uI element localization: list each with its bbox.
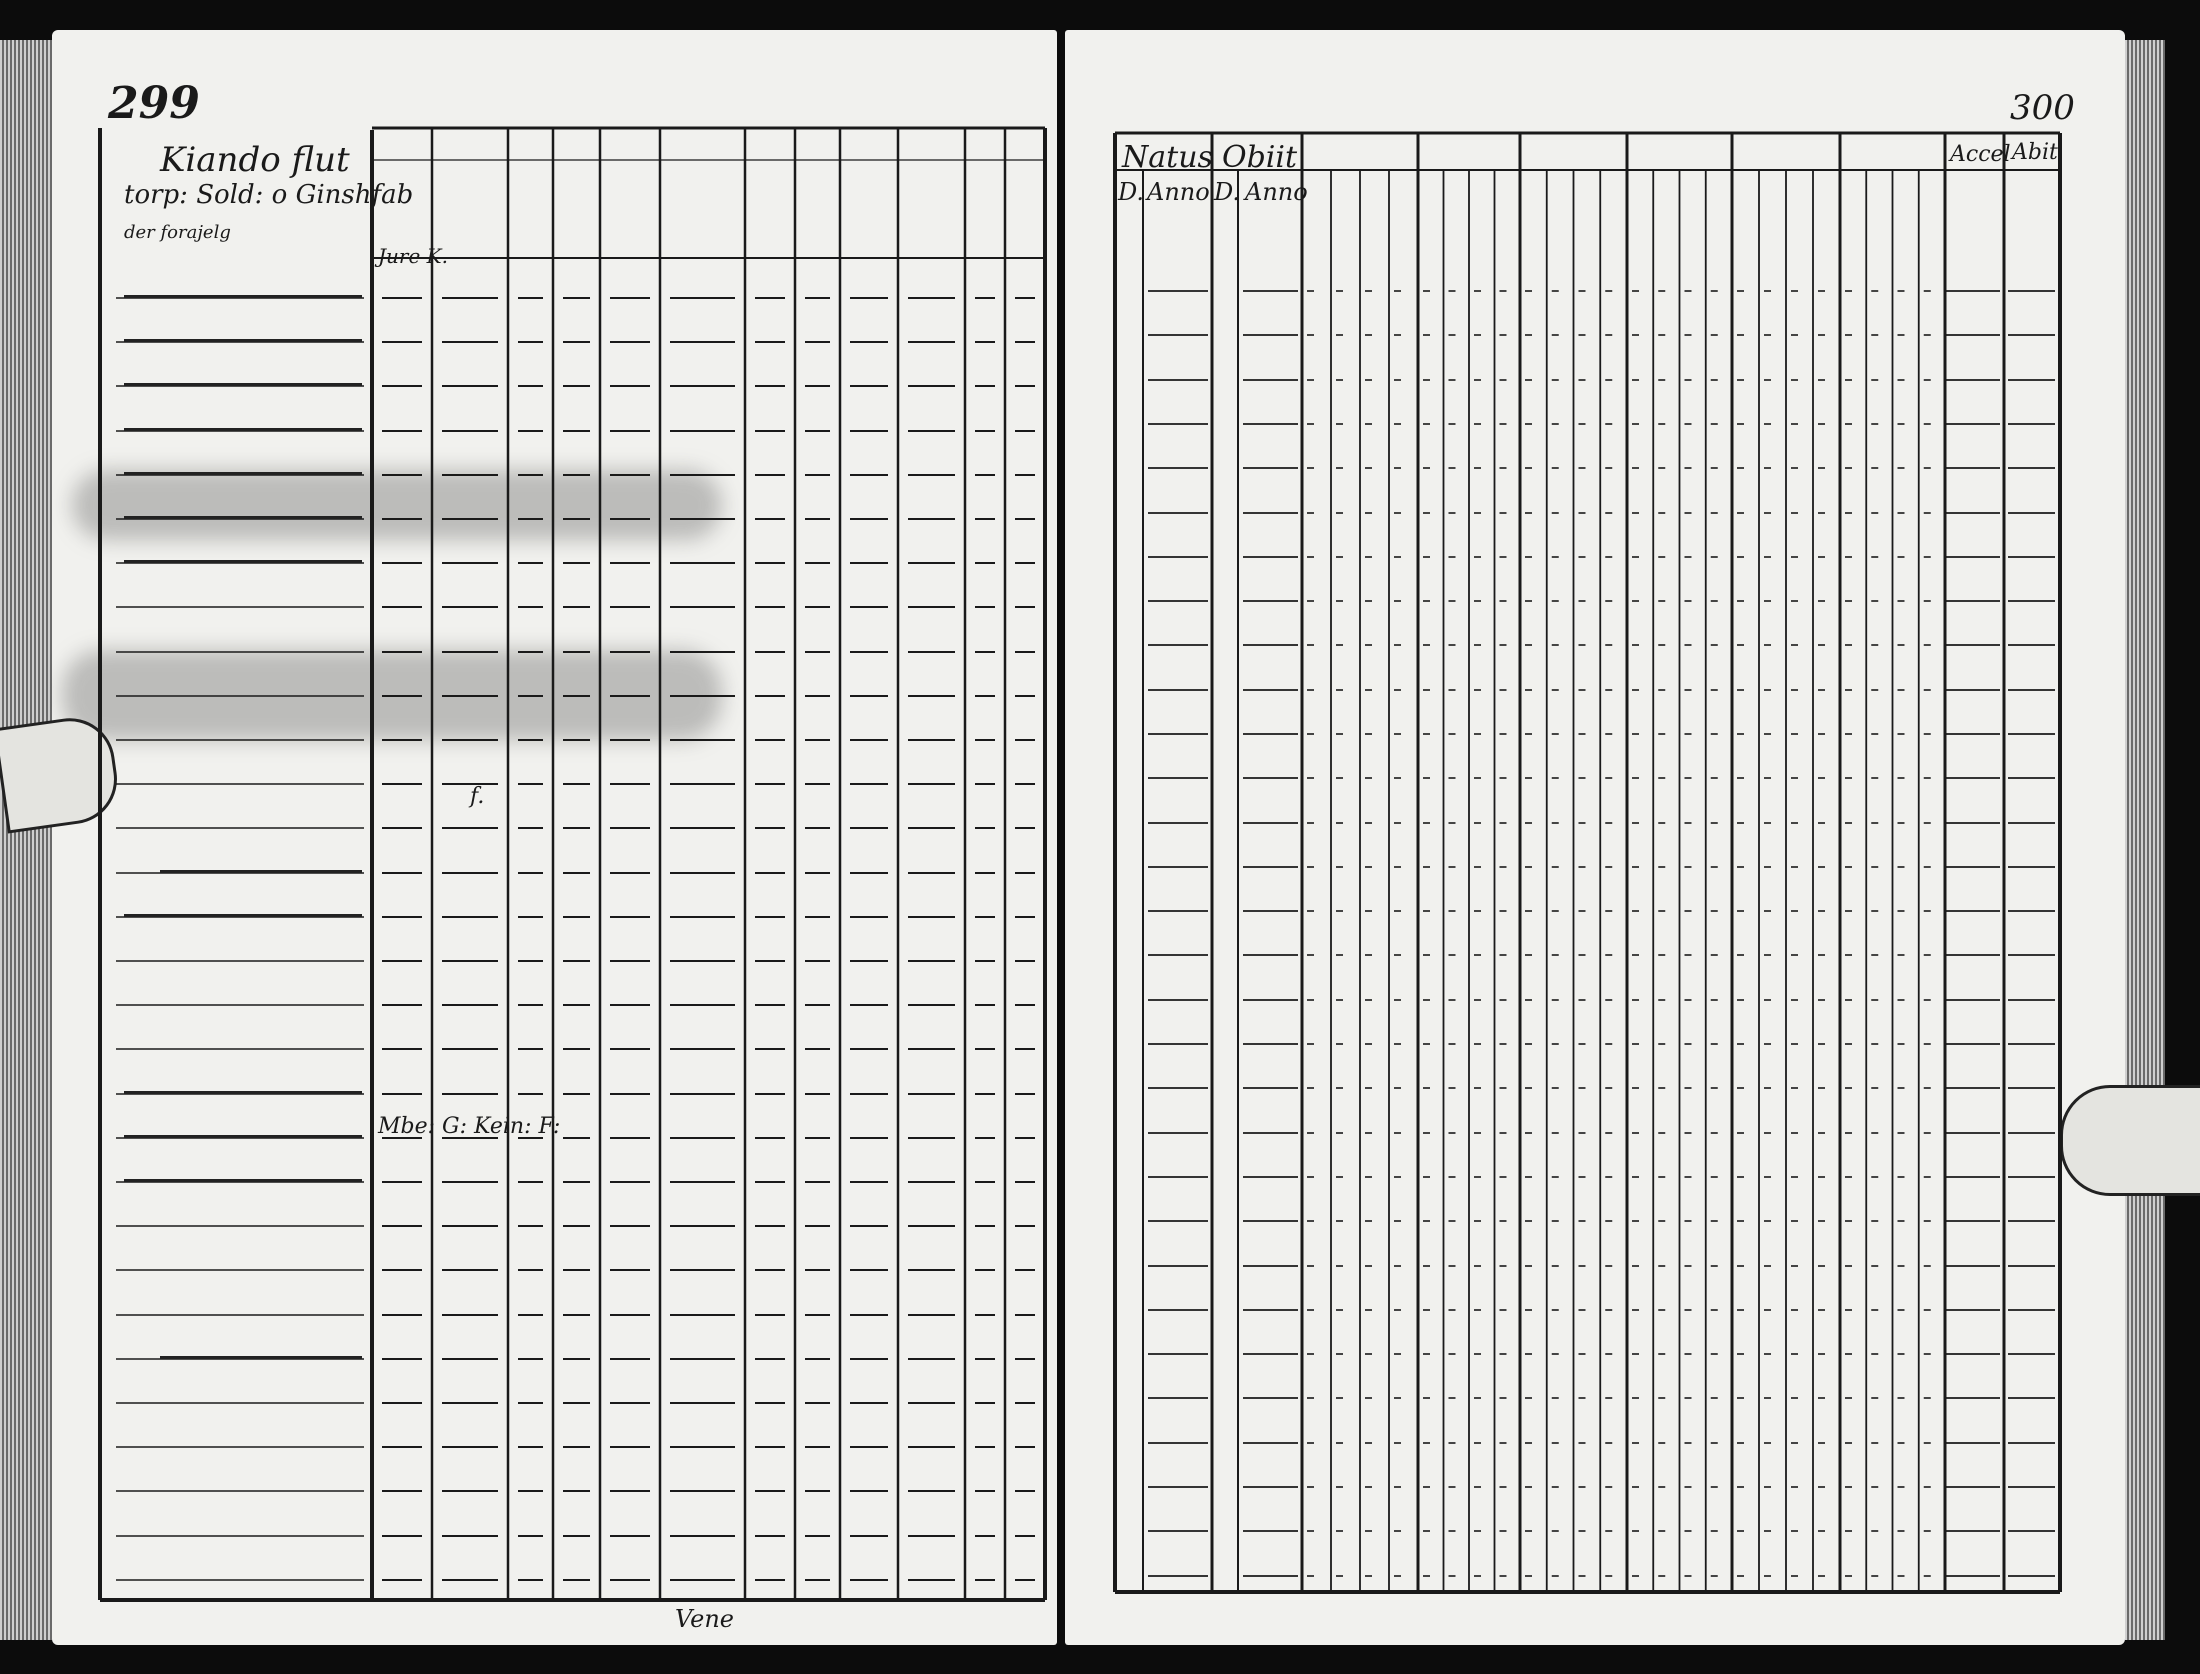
natus-day-header: D. — [1118, 178, 1145, 206]
natus-header: Natus — [1122, 140, 1213, 175]
name-underline — [124, 1091, 362, 1094]
name-underline — [124, 472, 362, 475]
name-underline — [124, 383, 362, 386]
natus-anno-header: Anno — [1147, 178, 1210, 206]
header-note: Jure K. — [378, 244, 448, 268]
folio-right: 300 — [2010, 88, 2075, 128]
row-note: f. — [470, 784, 485, 809]
name-underline — [124, 914, 362, 917]
heading-line-2: torp: Sold: o Ginshfab — [124, 180, 414, 210]
name-underline — [124, 428, 362, 431]
sold-note: Mbe: G: Kein: F: — [378, 1114, 561, 1139]
name-underline — [124, 1135, 362, 1138]
name-underline — [124, 516, 362, 519]
name-underline — [124, 1179, 362, 1182]
name-underline — [160, 1356, 362, 1359]
obiit-day-header: D. — [1214, 178, 1241, 206]
name-underline — [124, 295, 362, 298]
name-underline — [124, 560, 362, 563]
obiit-anno-header: Anno — [1245, 178, 1308, 206]
folio-left: 299 — [108, 78, 200, 129]
heading-line-1: Kiando flut — [160, 140, 350, 180]
obiit-header: Obiit — [1222, 140, 1298, 175]
name-underline — [160, 870, 362, 873]
name-underline — [124, 339, 362, 342]
accessit-header: Accel — [1950, 142, 2011, 167]
abiit-header: Abit — [2012, 140, 2058, 165]
heading-line-3: der forajelg — [124, 222, 231, 243]
footer-note: Vene — [675, 1605, 734, 1633]
